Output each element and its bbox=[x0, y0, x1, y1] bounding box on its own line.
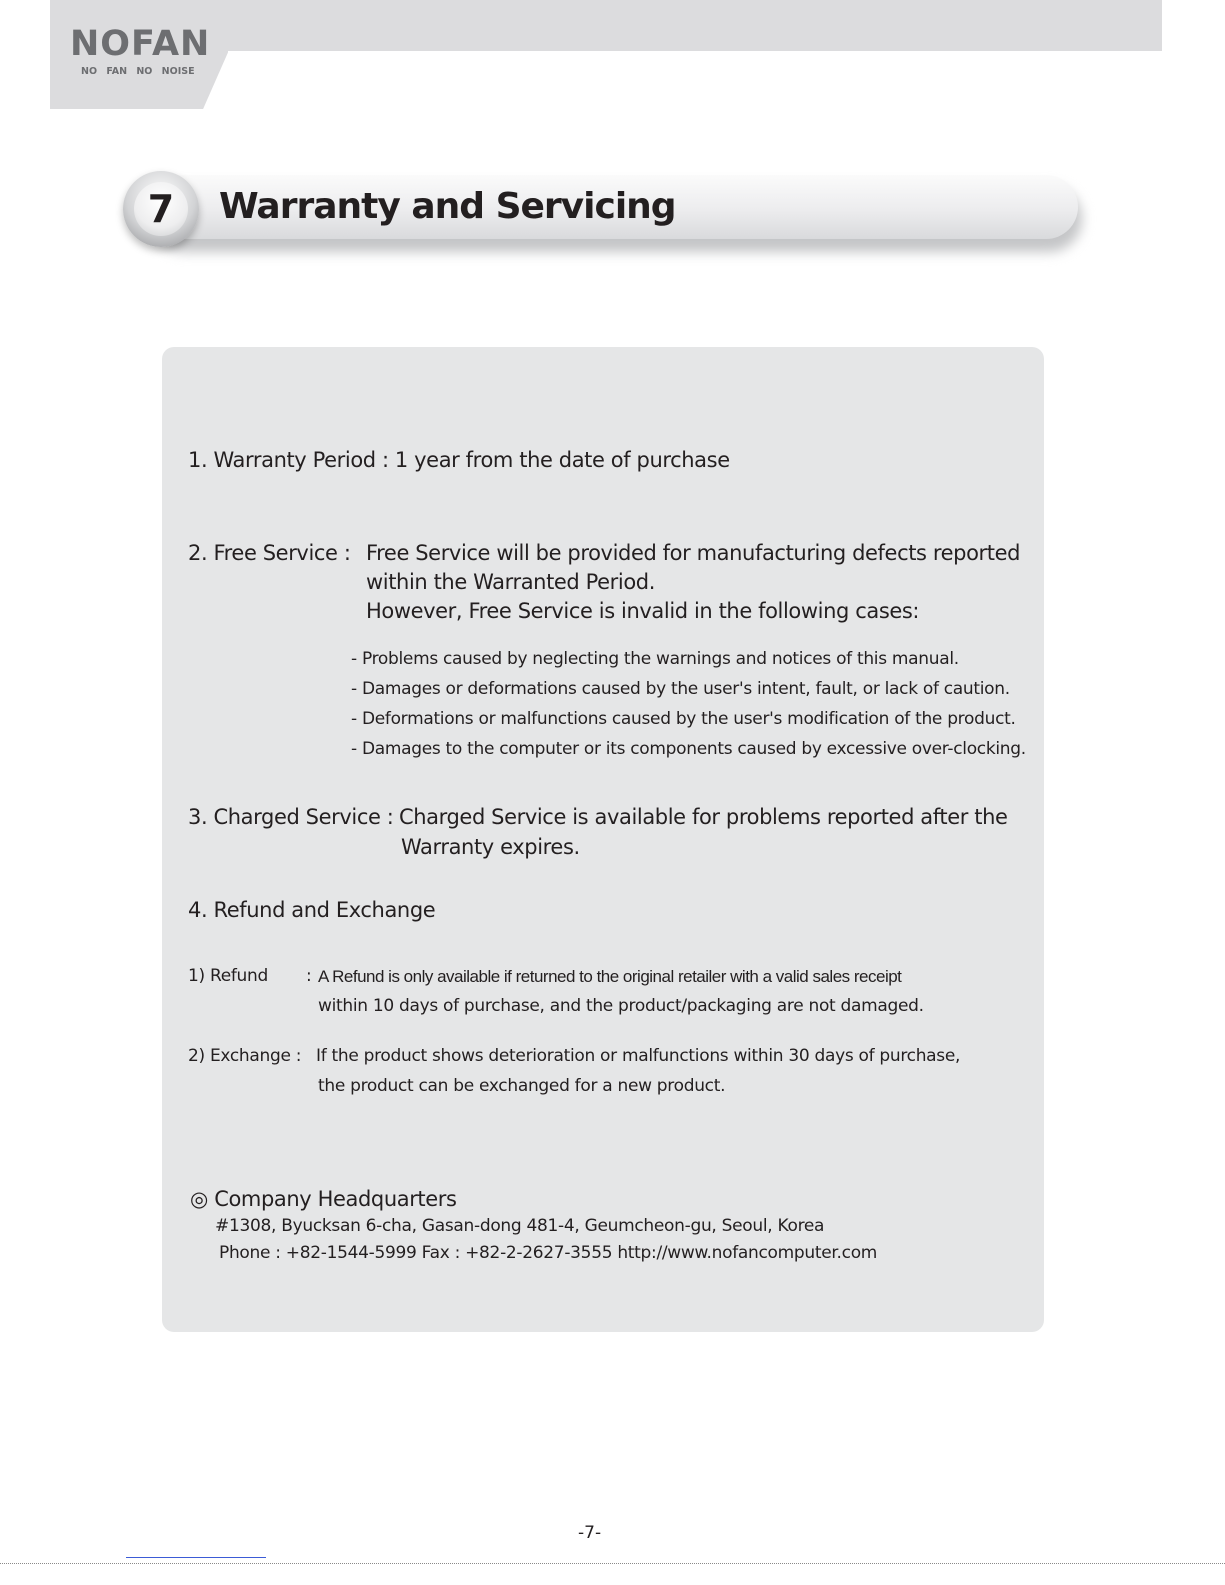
charged-service-label: 3. Charged Service : bbox=[188, 805, 394, 829]
logo-tagline: NO FAN NO NOISE bbox=[81, 66, 195, 77]
headquarters-heading: ◎ Company Headquarters bbox=[190, 1187, 457, 1211]
refund-line: within 10 days of purchase, and the product/packaging are not damaged. bbox=[318, 996, 924, 1016]
headquarters-address: #1308, Byucksan 6-cha, Gasan-dong 481-4, Geumcheon-gu, Seoul, Korea bbox=[215, 1216, 825, 1236]
section-number: 7 bbox=[147, 187, 175, 231]
refund-colon: : bbox=[306, 966, 312, 986]
charged-service-line: Warranty expires. bbox=[401, 835, 580, 859]
free-service-line: Free Service will be provided for manufacturing defects reported bbox=[366, 541, 1021, 565]
exchange-line: the product can be exchanged for a new product. bbox=[318, 1076, 726, 1096]
refund-line: A Refund is only available if returned to the original retailer with a valid sales receipt bbox=[318, 967, 902, 986]
invalid-case-item: - Damages to the computer or its components caused by excessive over-clocking. bbox=[351, 739, 1026, 759]
headquarters-contact: Phone : +82-1544-5999 Fax : +82-2-2627-3555 http://www.nofancomputer.com bbox=[219, 1243, 878, 1263]
footer-dotted-rule bbox=[0, 1563, 1225, 1564]
charged-service-line: Charged Service is available for problems reported after the bbox=[399, 805, 1008, 829]
free-service-label: 2. Free Service : bbox=[188, 541, 351, 565]
invalid-case-item: - Problems caused by neglecting the warnings and notices of this manual. bbox=[351, 649, 959, 669]
exchange-label: 2) Exchange : bbox=[188, 1046, 302, 1066]
free-service-line: within the Warranted Period. bbox=[366, 570, 655, 594]
free-service-line: However, Free Service is invalid in the following cases: bbox=[366, 599, 920, 623]
section-title: Warranty and Servicing bbox=[219, 186, 676, 227]
invalid-case-item: - Deformations or malfunctions caused by the user's modification of the product. bbox=[351, 709, 1016, 729]
footer-link-underline bbox=[126, 1557, 266, 1558]
warranty-period-item: 1. Warranty Period : 1 year from the date of purchase bbox=[188, 448, 730, 472]
invalid-case-item: - Damages or deformations caused by the user's intent, fault, or lack of caution. bbox=[351, 679, 1010, 699]
exchange-line: If the product shows deterioration or malfunctions within 30 days of purchase, bbox=[316, 1046, 961, 1066]
nofan-logo: NOFAN bbox=[70, 24, 211, 64]
warranty-panel bbox=[162, 347, 1044, 1332]
page-number: -7- bbox=[578, 1523, 602, 1543]
refund-exchange-heading: 4. Refund and Exchange bbox=[188, 898, 436, 922]
refund-label: 1) Refund bbox=[188, 966, 268, 986]
